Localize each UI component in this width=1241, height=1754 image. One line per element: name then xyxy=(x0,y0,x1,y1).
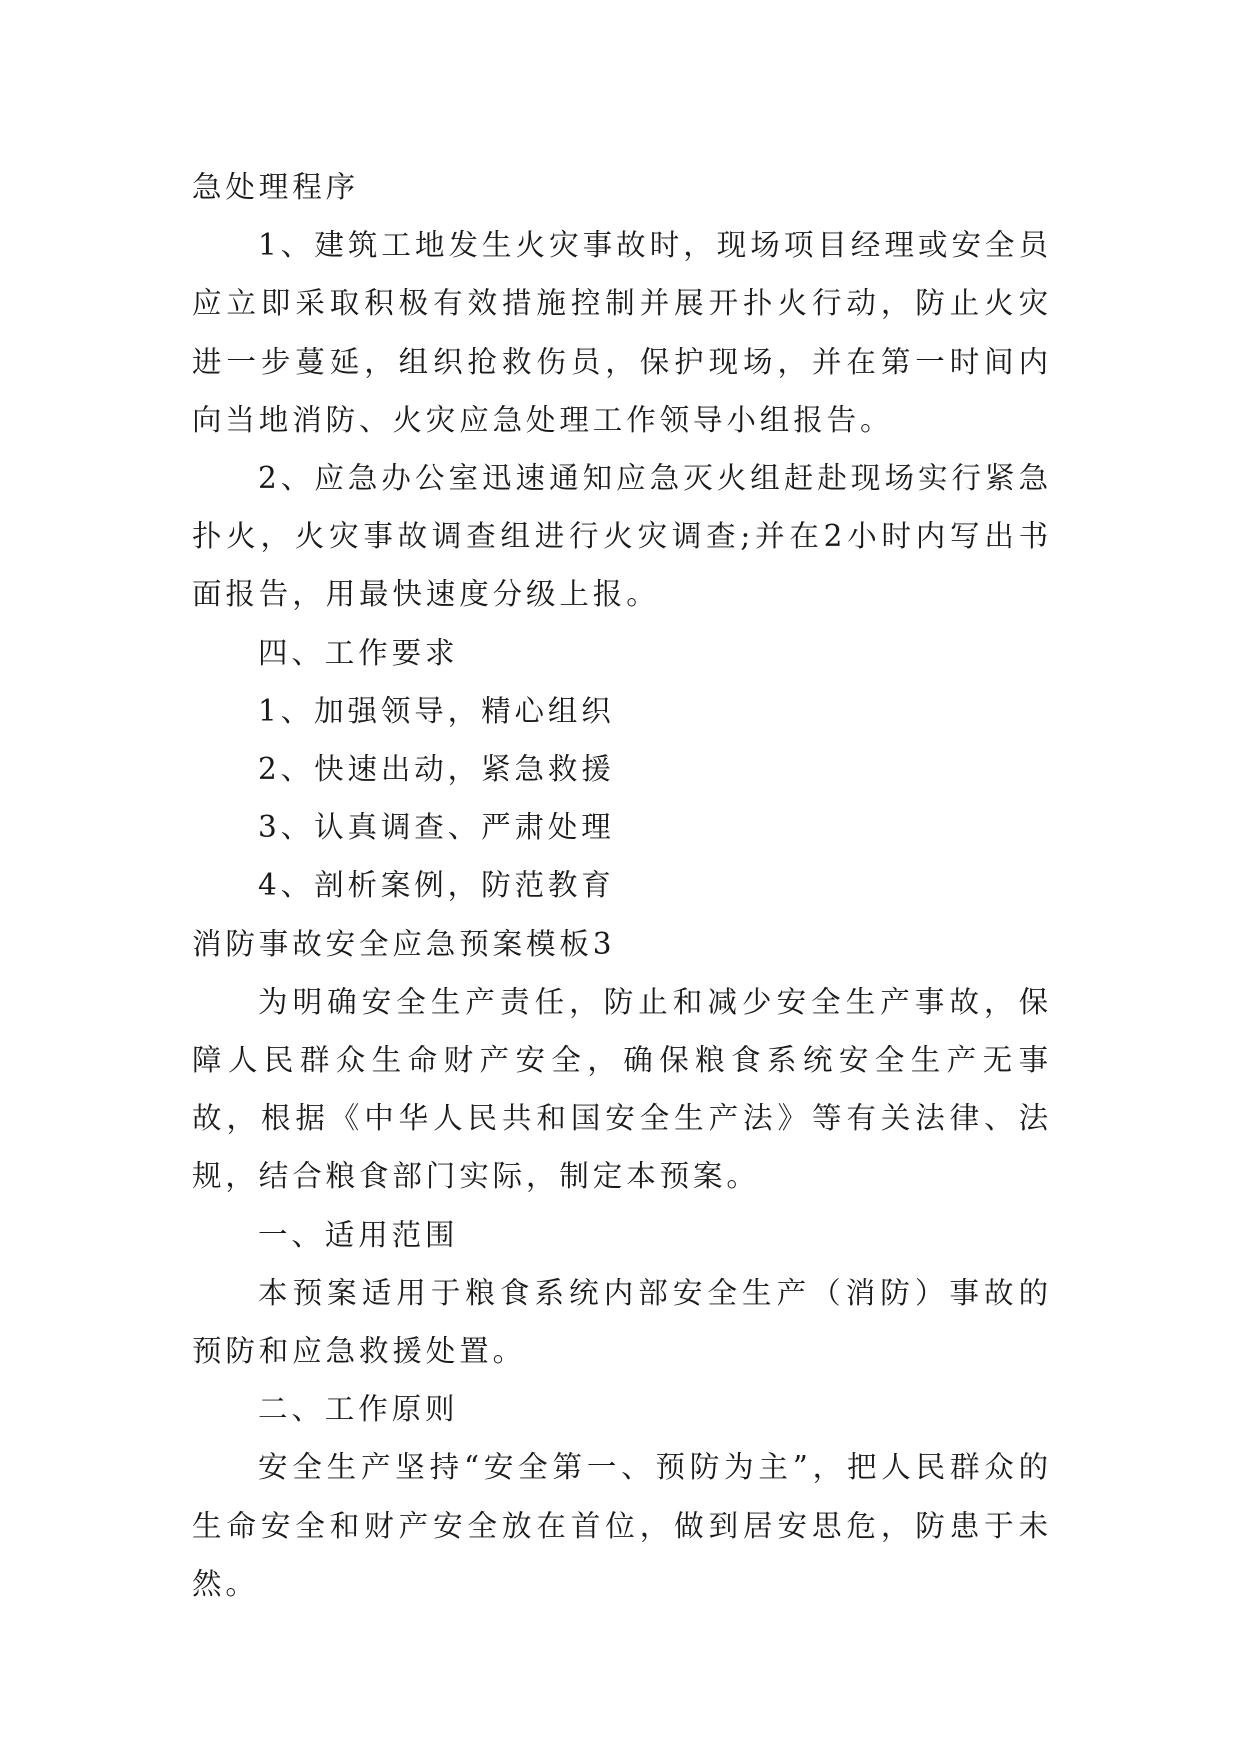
paragraph-purpose: 为明确安全生产责任，防止和减少安全生产事故，保障人民群众生命财产安全，确保粮食系统安全生产无事故，根据《中华人民共和国安全生产法》等有关法律、法规，结合粮食部门实际，制定本预案。 xyxy=(192,984,1052,1194)
heading-work-requirements: 四、工作要求 xyxy=(258,635,459,670)
list-item-requirement-1: 1、加强领导，精心组织 xyxy=(258,693,615,728)
heading-scope: 一、适用范围 xyxy=(258,1217,459,1252)
list-item-requirement-3: 3、认真调查、严肃处理 xyxy=(258,810,615,845)
paragraph-scope: 本预案适用于粮食系统内部安全生产（消防）事故的预防和应急救援处置。 xyxy=(192,1275,1052,1369)
heading-principles: 二、工作原则 xyxy=(258,1392,459,1427)
list-item-requirement-2: 2、快速出动，紧急救援 xyxy=(258,752,615,787)
paragraph-principles: 安全生产坚持“安全第一、预防为主”，把人民群众的生命安全和财产安全放在首位，做到居安思危，防患于未然。 xyxy=(192,1450,1052,1601)
list-item-requirement-4: 4、剖析案例，防范教育 xyxy=(258,868,615,903)
section-title-template-3: 消防事故安全应急预案模板3 xyxy=(192,926,616,961)
paragraph-section-tail: 急处理程序 xyxy=(192,170,360,204)
document-body xyxy=(192,158,1052,1613)
paragraph-step-2: 2、应急办公室迅速通知应急灭火组赶赴现场实行紧急扑火，火灾事故调查组进行火灾调查;并在2小时内写出书面报告，用最快速度分级上报。 xyxy=(192,461,1052,612)
paragraph-step-1: 1、建筑工地发生火灾事故时，现场项目经理或安全员应立即采取积极有效措施控制并展开扑火行动，防止火灾进一步蔓延，组织抢救伤员，保护现场，并在第一时间内向当地消防、火灾应急处理工作领导小组报告。 xyxy=(192,228,1052,437)
